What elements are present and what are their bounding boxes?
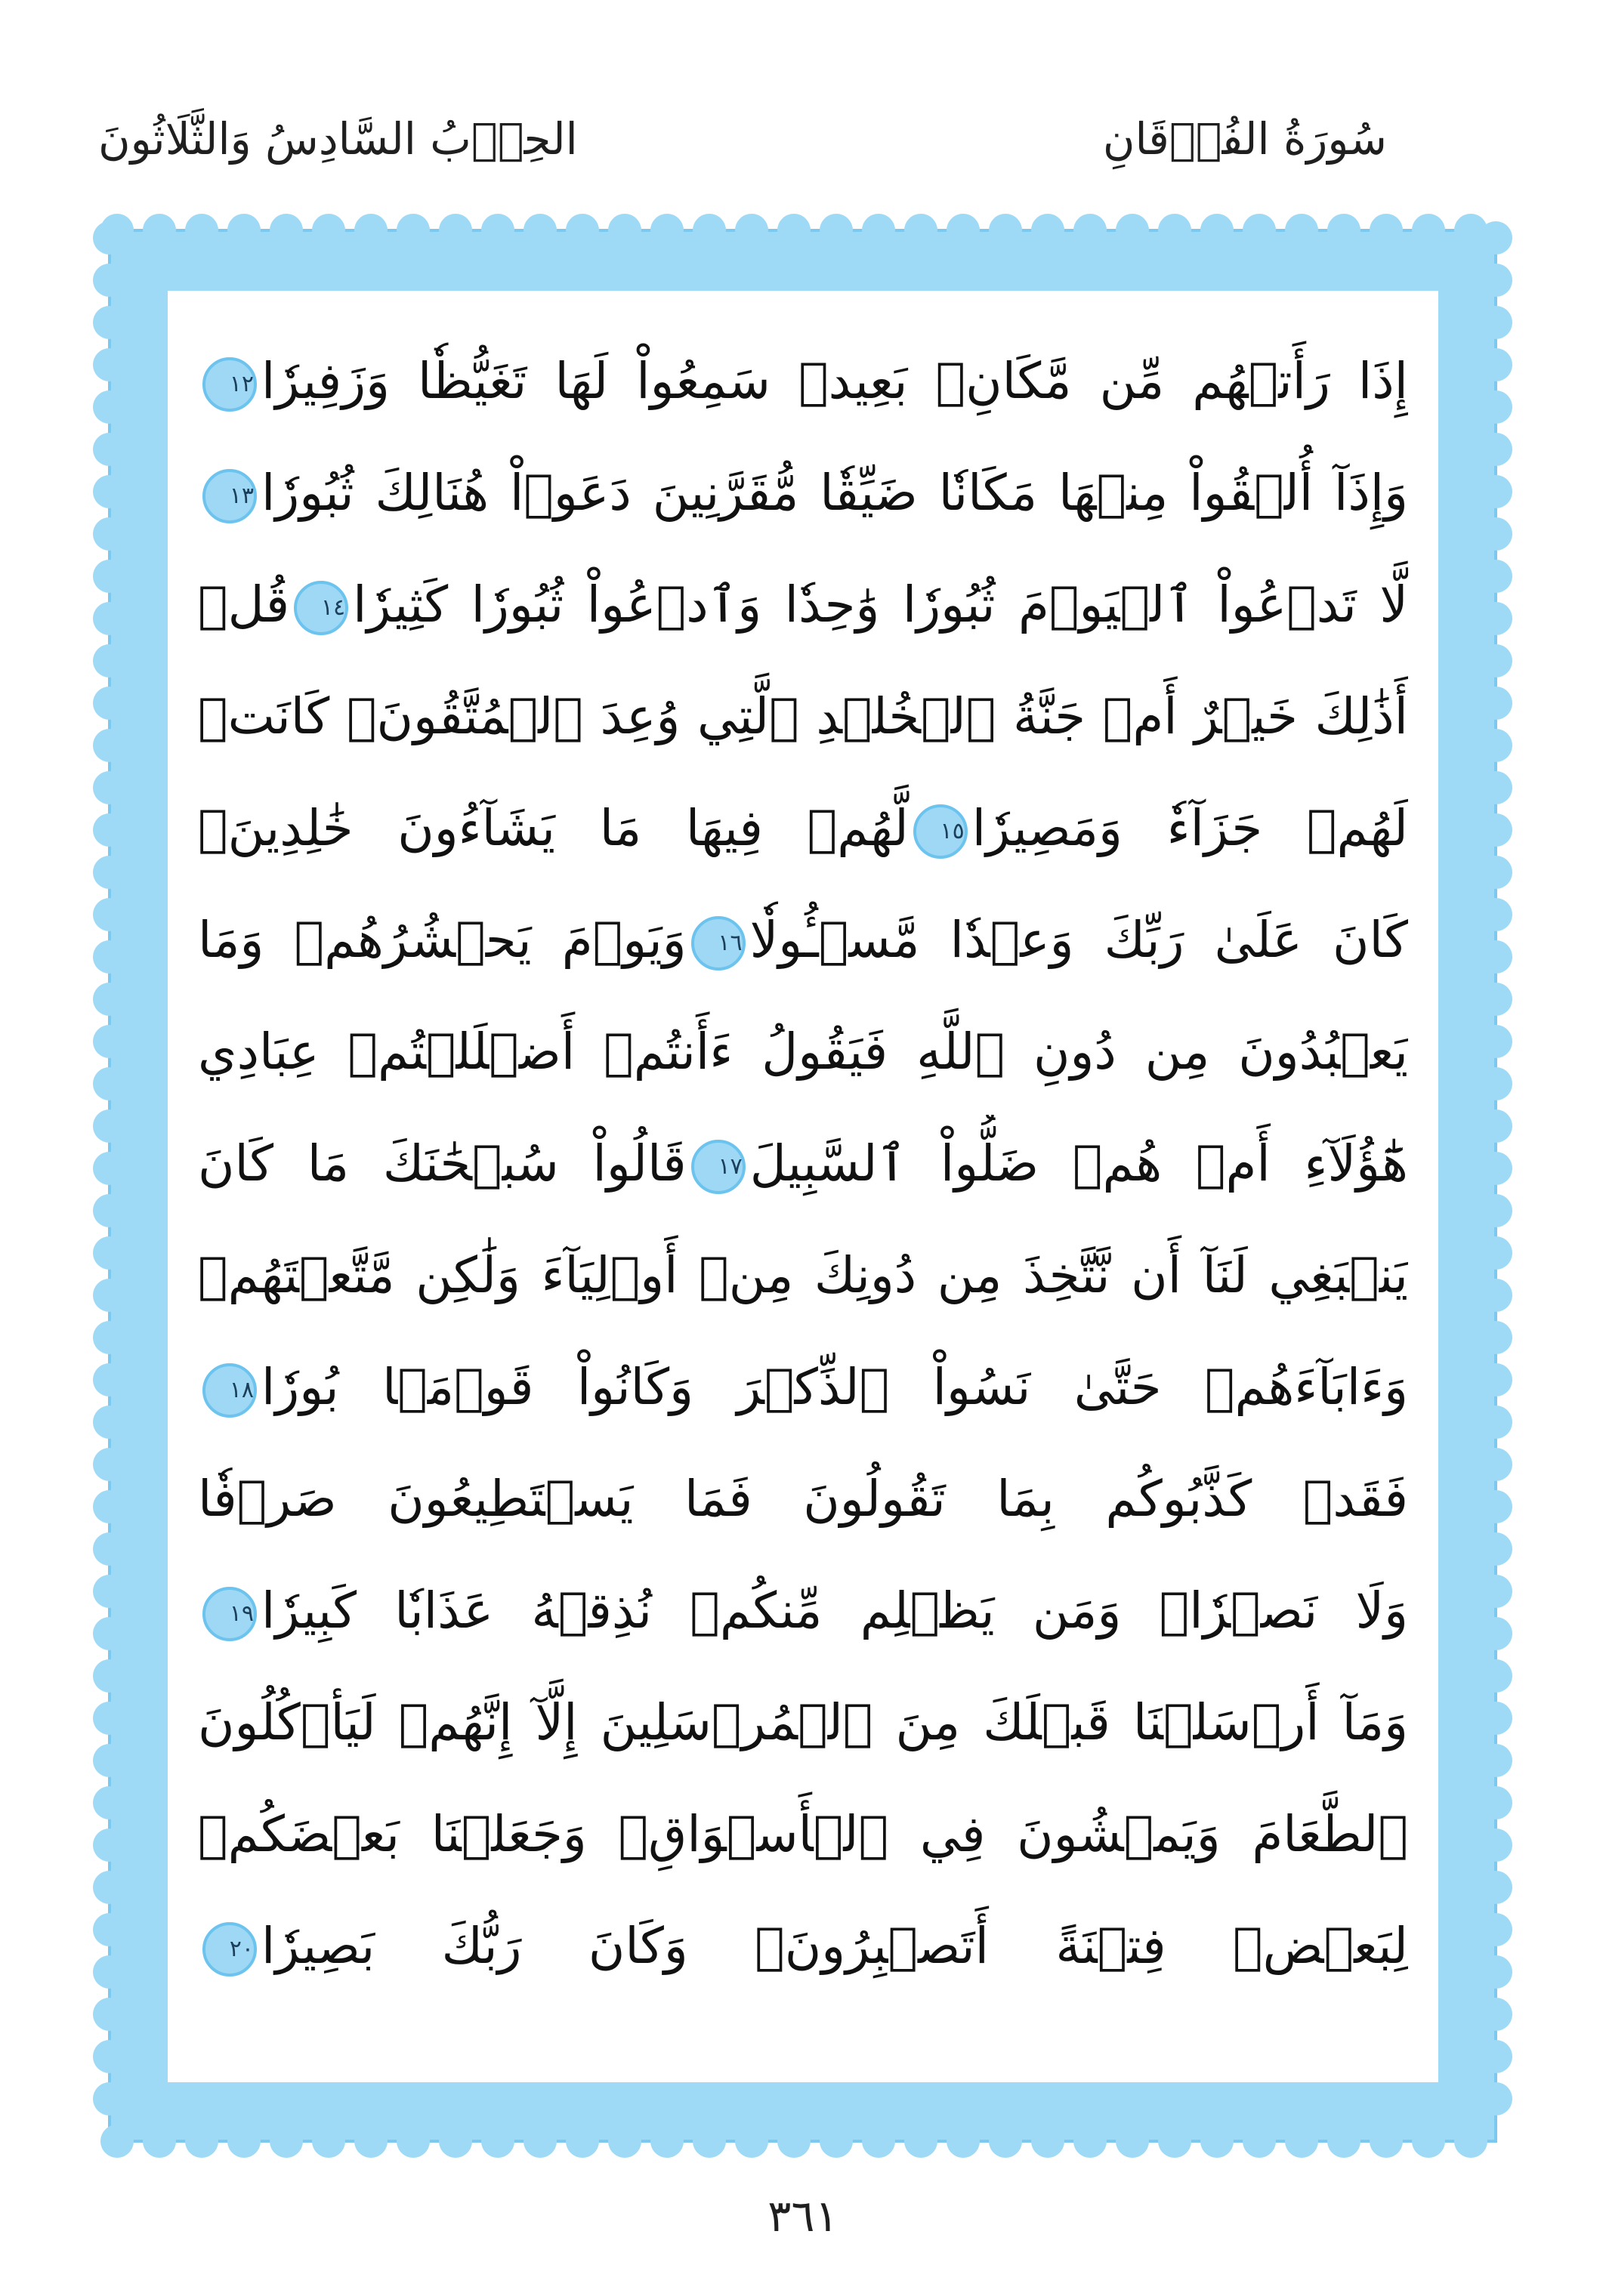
frame-scallop	[1479, 687, 1512, 720]
frame-scallop	[1479, 306, 1512, 339]
verse-text: هَٰٓؤُلَآءِ أَمۡ هُمۡ ضَلُّواْ ٱلسَّبِيلَ	[749, 1134, 1408, 1193]
frame-scallop	[1479, 1321, 1512, 1354]
frame-scallop	[93, 264, 126, 297]
text-line	[198, 1450, 1408, 1548]
frame-scallop	[93, 729, 126, 762]
frame-scallop	[93, 644, 126, 677]
frame-scallop	[1031, 214, 1064, 247]
frame-scallop	[1479, 1744, 1512, 1777]
ayah-number-marker: ٢٠	[202, 1922, 257, 1977]
verse-text: ٱلطَّعَامَ وَيَمۡشُونَ فِي ٱلۡأَسۡوَاقِۗ وَجَعَلۡنَا بَعۡضَكُمۡ	[198, 1805, 1408, 1863]
frame-scallop	[227, 2125, 261, 2158]
frame-scallop	[185, 2125, 218, 2158]
frame-scallop	[1285, 2125, 1318, 2158]
frame-scallop	[93, 1236, 126, 1270]
frame-scallop	[93, 813, 126, 847]
ayah-number-marker: ١٩	[202, 1587, 257, 1641]
frame-scallop	[1412, 2125, 1445, 2158]
frame-scallop	[1327, 2125, 1360, 2158]
ayah-number-marker: ١٥	[913, 804, 968, 859]
frame-scallop	[1479, 1828, 1512, 1862]
frame-scallop	[93, 983, 126, 1016]
frame-scallop	[100, 2125, 134, 2158]
frame-scallop	[1479, 729, 1512, 762]
verse-text: فَقَدۡ كَذَّبُوكُم بِمَا تَقُولُونَ فَمَا يَسۡتَطِيعُونَ صَرۡفٗا	[198, 1470, 1408, 1528]
frame-scallop	[1116, 214, 1149, 247]
frame-scallop	[93, 1998, 126, 2031]
frame-scallop	[93, 221, 126, 255]
frame-scallop	[1479, 2082, 1512, 2115]
frame-scallop	[862, 2125, 895, 2158]
frame-scallop	[693, 2125, 726, 2158]
text-line	[198, 1003, 1408, 1101]
frame-scallop	[1479, 348, 1512, 381]
verse-text: إِذَا رَأَتۡهُم مِّن مَّكَانِۭ بَعِيدٖ سَمِعُواْ لَهَا تَغَيُّظٗا وَزَفِيرٗا	[261, 352, 1408, 410]
frame-scallop	[1479, 1067, 1512, 1100]
frame-scallop	[1158, 2125, 1191, 2158]
frame-scallop	[947, 214, 980, 247]
frame-scallop	[1479, 475, 1512, 508]
frame-scallop	[608, 2125, 641, 2158]
frame-scallop	[93, 1659, 126, 1693]
text-line	[198, 1227, 1408, 1325]
frame-scallop	[93, 1532, 126, 1566]
frame-scallop	[1158, 214, 1191, 247]
ayah-number-marker: ١٨	[202, 1363, 257, 1418]
verse-text: أَذَٰلِكَ خَيۡرٌ أَمۡ جَنَّةُ ٱلۡخُلۡدِ ٱلَّتِي وُعِدَ ٱلۡمُتَّقُونَۚ كَانَتۡ	[198, 687, 1408, 745]
frame-scallop	[93, 1744, 126, 1777]
frame-scallop	[1479, 264, 1512, 297]
verse-text: لَّهُمۡ فِيهَا مَا يَشَآءُونَ خَٰلِدِينَۚ	[198, 799, 909, 857]
frame-scallop	[1479, 602, 1512, 635]
frame-scallop	[93, 560, 126, 593]
frame-scallop	[93, 1490, 126, 1523]
frame-scallop	[93, 1152, 126, 1185]
frame-scallop	[93, 1828, 126, 1862]
frame-scallop	[1479, 644, 1512, 677]
frame-scallop	[93, 1067, 126, 1100]
frame-scallop	[93, 856, 126, 889]
frame-scallop	[93, 1913, 126, 1946]
text-line	[198, 1338, 1408, 1437]
text-line	[198, 668, 1408, 766]
frame-scallop	[1479, 1152, 1512, 1185]
frame-scallop	[1479, 1490, 1512, 1523]
frame-scallop	[397, 214, 430, 247]
frame-scallop	[1073, 2125, 1107, 2158]
surah-name: سُورَةُ الفُرۡقَانِ	[1102, 113, 1387, 165]
frame-scallop	[270, 2125, 303, 2158]
frame-scallop	[735, 214, 768, 247]
frame-scallop	[227, 214, 261, 247]
frame-scallop	[185, 214, 218, 247]
frame-scallop	[93, 390, 126, 424]
frame-scallop	[143, 214, 176, 247]
frame-scallop	[1479, 221, 1512, 255]
text-line	[198, 1897, 1408, 1995]
frame-scallop	[1479, 1575, 1512, 1608]
frame-scallop	[989, 2125, 1022, 2158]
text-line	[198, 1674, 1408, 1772]
frame-scallop	[1479, 1236, 1512, 1270]
text-line	[198, 891, 1408, 989]
frame-scallop	[312, 214, 345, 247]
frame-scallop	[1479, 1702, 1512, 1735]
frame-scallop	[93, 1702, 126, 1735]
frame-scallop	[1479, 1617, 1512, 1650]
frame-scallop	[1479, 1025, 1512, 1058]
frame-scallop	[1479, 560, 1512, 593]
frame-scallop	[93, 1575, 126, 1608]
frame-scallop	[312, 2125, 345, 2158]
frame-scallop	[1479, 771, 1512, 804]
quran-text-page	[168, 291, 1438, 2082]
ayah-number-marker: ١٧	[691, 1140, 746, 1194]
verse-text: وَإِذَآ أُلۡقُواْ مِنۡهَا مَكَانٗا ضَيِّقٗا مُّقَرَّنِينَ دَعَوۡاْ هُنَالِكَ ثُبُورٗا	[261, 464, 1408, 522]
frame-scallop	[947, 2125, 980, 2158]
frame-scallop	[1479, 1448, 1512, 1481]
frame-scallop	[93, 517, 126, 551]
frame-scallop	[93, 1871, 126, 1904]
frame-scallop	[693, 214, 726, 247]
frame-scallop	[777, 2125, 811, 2158]
frame-scallop	[1479, 1279, 1512, 1312]
frame-scallop	[1479, 1786, 1512, 1819]
frame-scallop	[1479, 813, 1512, 847]
verse-text: لِبَعۡضٖ فِتۡنَةً أَتَصۡبِرُونَۗ وَكَانَ رَبُّكَ بَصِيرٗا	[261, 1917, 1408, 1975]
frame-scallop	[93, 2040, 126, 2073]
frame-scallop	[354, 2125, 388, 2158]
frame-scallop	[481, 2125, 514, 2158]
frame-scallop	[566, 2125, 599, 2158]
ayah-number-marker: ١٢	[202, 357, 257, 412]
verse-text: وَمَآ أَرۡسَلۡنَا قَبۡلَكَ مِنَ ٱلۡمُرۡسَلِينَ إِلَّآ إِنَّهُمۡ لَيَأۡكُلُونَ	[198, 1693, 1408, 1751]
frame-scallop	[1370, 214, 1403, 247]
frame-scallop	[1479, 517, 1512, 551]
frame-scallop	[1285, 214, 1318, 247]
frame-scallop	[904, 2125, 937, 2158]
verse-text: لَهُمۡ جَزَآءٗ وَمَصِيرٗا	[971, 799, 1408, 857]
frame-scallop	[93, 306, 126, 339]
text-line	[198, 332, 1408, 430]
frame-scallop	[904, 214, 937, 247]
verse-text: وَيَوۡمَ يَحۡشُرُهُمۡ وَمَا	[198, 911, 687, 969]
frame-scallop	[1479, 1955, 1512, 1989]
frame-scallop	[1479, 1194, 1512, 1227]
frame-scallop	[93, 1321, 126, 1354]
frame-scallop	[397, 2125, 430, 2158]
frame-scallop	[1200, 214, 1234, 247]
frame-scallop	[93, 898, 126, 931]
frame-scallop	[1479, 856, 1512, 889]
frame-scallop	[862, 214, 895, 247]
frame-scallop	[439, 2125, 472, 2158]
verse-text: وَءَابَآءَهُمۡ حَتَّىٰ نَسُواْ ٱلذِّكۡرَ وَكَانُواْ قَوۡمَۢا بُورٗا	[261, 1358, 1408, 1416]
frame-scallop	[270, 214, 303, 247]
frame-scallop	[1479, 940, 1512, 974]
frame-scallop	[93, 1406, 126, 1439]
frame-scallop	[1479, 433, 1512, 466]
frame-scallop	[1479, 390, 1512, 424]
frame-scallop	[650, 2125, 684, 2158]
frame-scallop	[1243, 2125, 1276, 2158]
frame-scallop	[1479, 1363, 1512, 1396]
frame-scallop	[1243, 214, 1276, 247]
text-line	[198, 1115, 1408, 1213]
frame-scallop	[93, 771, 126, 804]
frame-scallop	[354, 214, 388, 247]
hizb-name: الحِزۡبُ السَّادِسُ وَالثَّلَاثُونَ	[98, 113, 578, 165]
ayah-number-marker: ١٣	[202, 469, 257, 523]
frame-scallop	[93, 1025, 126, 1058]
verse-text: وَلَا نَصۡرٗاۚ وَمَن يَظۡلِم مِّنكُمۡ نُذِقۡهُ عَذَابٗا كَبِيرٗا	[261, 1582, 1408, 1640]
frame-scallop	[143, 2125, 176, 2158]
frame-scallop	[1327, 214, 1360, 247]
frame-scallop	[93, 433, 126, 466]
frame-scallop	[777, 214, 811, 247]
frame-scallop	[1479, 1998, 1512, 2031]
frame-scallop	[1479, 1659, 1512, 1693]
frame-scallop	[1479, 1532, 1512, 1566]
frame-scallop	[93, 940, 126, 974]
frame-scallop	[650, 214, 684, 247]
frame-scallop	[1479, 898, 1512, 931]
frame-scallop	[93, 475, 126, 508]
frame-scallop	[93, 348, 126, 381]
frame-scallop	[1116, 2125, 1149, 2158]
frame-scallop	[608, 214, 641, 247]
frame-scallop	[93, 1194, 126, 1227]
frame-scallop	[1479, 1871, 1512, 1904]
frame-scallop	[439, 214, 472, 247]
frame-scallop	[989, 214, 1022, 247]
frame-scallop	[820, 214, 853, 247]
verse-text: لَّا تَدۡعُواْ ٱلۡيَوۡمَ ثُبُورٗا وَٰحِدٗا وَٱدۡعُواْ ثُبُورٗا كَثِيرٗا	[353, 576, 1408, 634]
frame-scallop	[1073, 214, 1107, 247]
frame-scallop	[93, 1279, 126, 1312]
ayah-number-marker: ١٤	[294, 581, 348, 635]
text-line	[198, 1562, 1408, 1660]
frame-scallop	[93, 1109, 126, 1143]
frame-scallop	[1200, 2125, 1234, 2158]
frame-scallop	[566, 214, 599, 247]
frame-scallop	[1479, 1913, 1512, 1946]
frame-scallop	[1479, 1109, 1512, 1143]
frame-scallop	[1479, 2040, 1512, 2073]
frame-scallop	[93, 1955, 126, 1989]
frame-scallop	[93, 1786, 126, 1819]
frame-scallop	[1479, 983, 1512, 1016]
frame-scallop	[523, 214, 557, 247]
frame-scallop	[1479, 1406, 1512, 1439]
frame-scallop	[93, 1448, 126, 1481]
text-line	[198, 779, 1408, 878]
frame-scallop	[93, 1363, 126, 1396]
frame-scallop	[1412, 214, 1445, 247]
frame-scallop	[820, 2125, 853, 2158]
verse-text: قَالُواْ سُبۡحَٰنَكَ مَا كَانَ	[198, 1134, 687, 1193]
frame-scallop	[93, 687, 126, 720]
verse-text: قُلۡ	[198, 576, 290, 634]
text-line	[198, 556, 1408, 654]
verse-text: كَانَ عَلَىٰ رَبِّكَ وَعۡدٗا مَّسۡـُٔولٗا	[749, 911, 1408, 969]
frame-scallop	[1454, 2125, 1487, 2158]
text-line	[198, 444, 1408, 542]
page-number: ٣٦١	[767, 2190, 839, 2242]
ayah-number-marker: ١٦	[691, 916, 746, 971]
verse-text: يَعۡبُدُونَ مِن دُونِ ٱللَّهِ فَيَقُولُ ءَأَنتُمۡ أَضۡلَلۡتُمۡ عِبَادِي	[198, 1023, 1408, 1081]
frame-scallop	[1031, 2125, 1064, 2158]
frame-scallop	[523, 2125, 557, 2158]
frame-scallop	[93, 1617, 126, 1650]
frame-scallop	[481, 214, 514, 247]
verse-text: يَنۢبَغِي لَنَآ أَن نَّتَّخِذَ مِن دُونِكَ مِنۡ أَوۡلِيَآءَ وَلَٰكِن مَّتَّعۡتَهُمۡ	[198, 1246, 1408, 1304]
text-line	[198, 1785, 1408, 1884]
frame-scallop	[1370, 2125, 1403, 2158]
frame-scallop	[93, 2082, 126, 2115]
frame-scallop	[735, 2125, 768, 2158]
page-header	[98, 113, 1508, 196]
frame-scallop	[93, 602, 126, 635]
